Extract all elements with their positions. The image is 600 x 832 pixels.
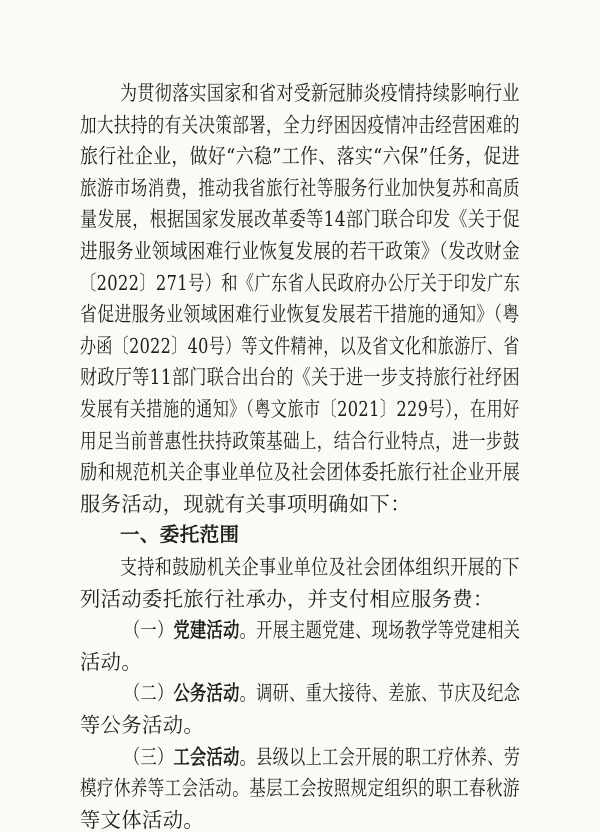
intro-line-9: 办函〔2022〕40号）等文件精神，以及省文化和旅游厅、省 bbox=[80, 333, 520, 358]
intro-line-11: 发展有关措施的通知》（粤文旅市〔2021〕229号），在用好 bbox=[80, 397, 520, 421]
intro-line-14: 服务活动，现就有关事项明确如下： bbox=[80, 491, 411, 516]
intro-line-8: 省促进服务业领域困难行业恢复发展若干措施的通知》（粤 bbox=[80, 302, 520, 327]
list-item-party-building bbox=[124, 618, 520, 642]
intro-line-13: 励和规范机关企事业单位及社会团体委托旅行社企业开展 bbox=[80, 460, 521, 485]
item-text: 。县级以上工会开展的职工疗休养、劳 bbox=[239, 744, 521, 769]
intro-line-12: 用足当前普惠性扶持政策基础上，结合行业特点，进一步鼓 bbox=[80, 428, 520, 453]
item-text: 。调研、重大接待、差旅、节庆及纪念 bbox=[239, 681, 521, 706]
item-text: 。开展主题党建、现场教学等党建相关 bbox=[239, 618, 521, 643]
intro-line-10: 财政厅等11部门联合出台的《关于进一步支持旅行社纾困 bbox=[80, 365, 520, 390]
item-title: 公务活动 bbox=[173, 681, 240, 706]
intro-line-3: 旅行社企业，做好“六稳”工作、落实“六保”任务，促进 bbox=[80, 144, 521, 169]
section-intro-line-2: 列活动委托旅行社承办，并支付相应服务费： bbox=[80, 586, 494, 611]
item-number: （二） bbox=[124, 681, 174, 706]
list-item-trade-union bbox=[124, 745, 520, 769]
item-title: 工会活动 bbox=[173, 744, 240, 769]
item-text-continued: 等公务活动。 bbox=[80, 713, 205, 737]
item-number: （一） bbox=[124, 618, 174, 643]
item-text-continued: 模疗休养等工会活动。基层工会按照规定组织的职工春秋游 bbox=[80, 776, 520, 801]
item-title: 党建活动 bbox=[173, 618, 240, 643]
intro-line-6: 进服务业领域困难行业恢复发展的若干政策》（发改财金 bbox=[80, 239, 520, 263]
intro-line-7: 〔2022〕271号）和《广东省人民政府办公厅关于印发广东 bbox=[80, 270, 521, 295]
section-heading: 一、委托范围 bbox=[120, 523, 240, 547]
intro-line-2: 加大扶持的有关决策部署，全力纾困因疫情冲击经营困难的 bbox=[80, 112, 520, 137]
intro-line-5: 量发展，根据国家发展改革委等14部门联合印发《关于促 bbox=[80, 207, 520, 232]
intro-line-1: 为贯彻落实国家和省对受新冠肺炎疫情持续影响行业 bbox=[120, 81, 520, 105]
item-number: （三） bbox=[124, 744, 174, 769]
list-item-official-affairs bbox=[124, 681, 520, 705]
section-intro-line-1: 支持和鼓励机关企事业单位及社会团体组织开展的下 bbox=[120, 555, 520, 579]
intro-line-4: 旅游市场消费，推动我省旅行社等服务行业加快复苏和高质 bbox=[80, 175, 520, 200]
item-text-continued: 活动。 bbox=[80, 649, 143, 674]
item-text-continued: 等文体活动。 bbox=[80, 807, 205, 832]
